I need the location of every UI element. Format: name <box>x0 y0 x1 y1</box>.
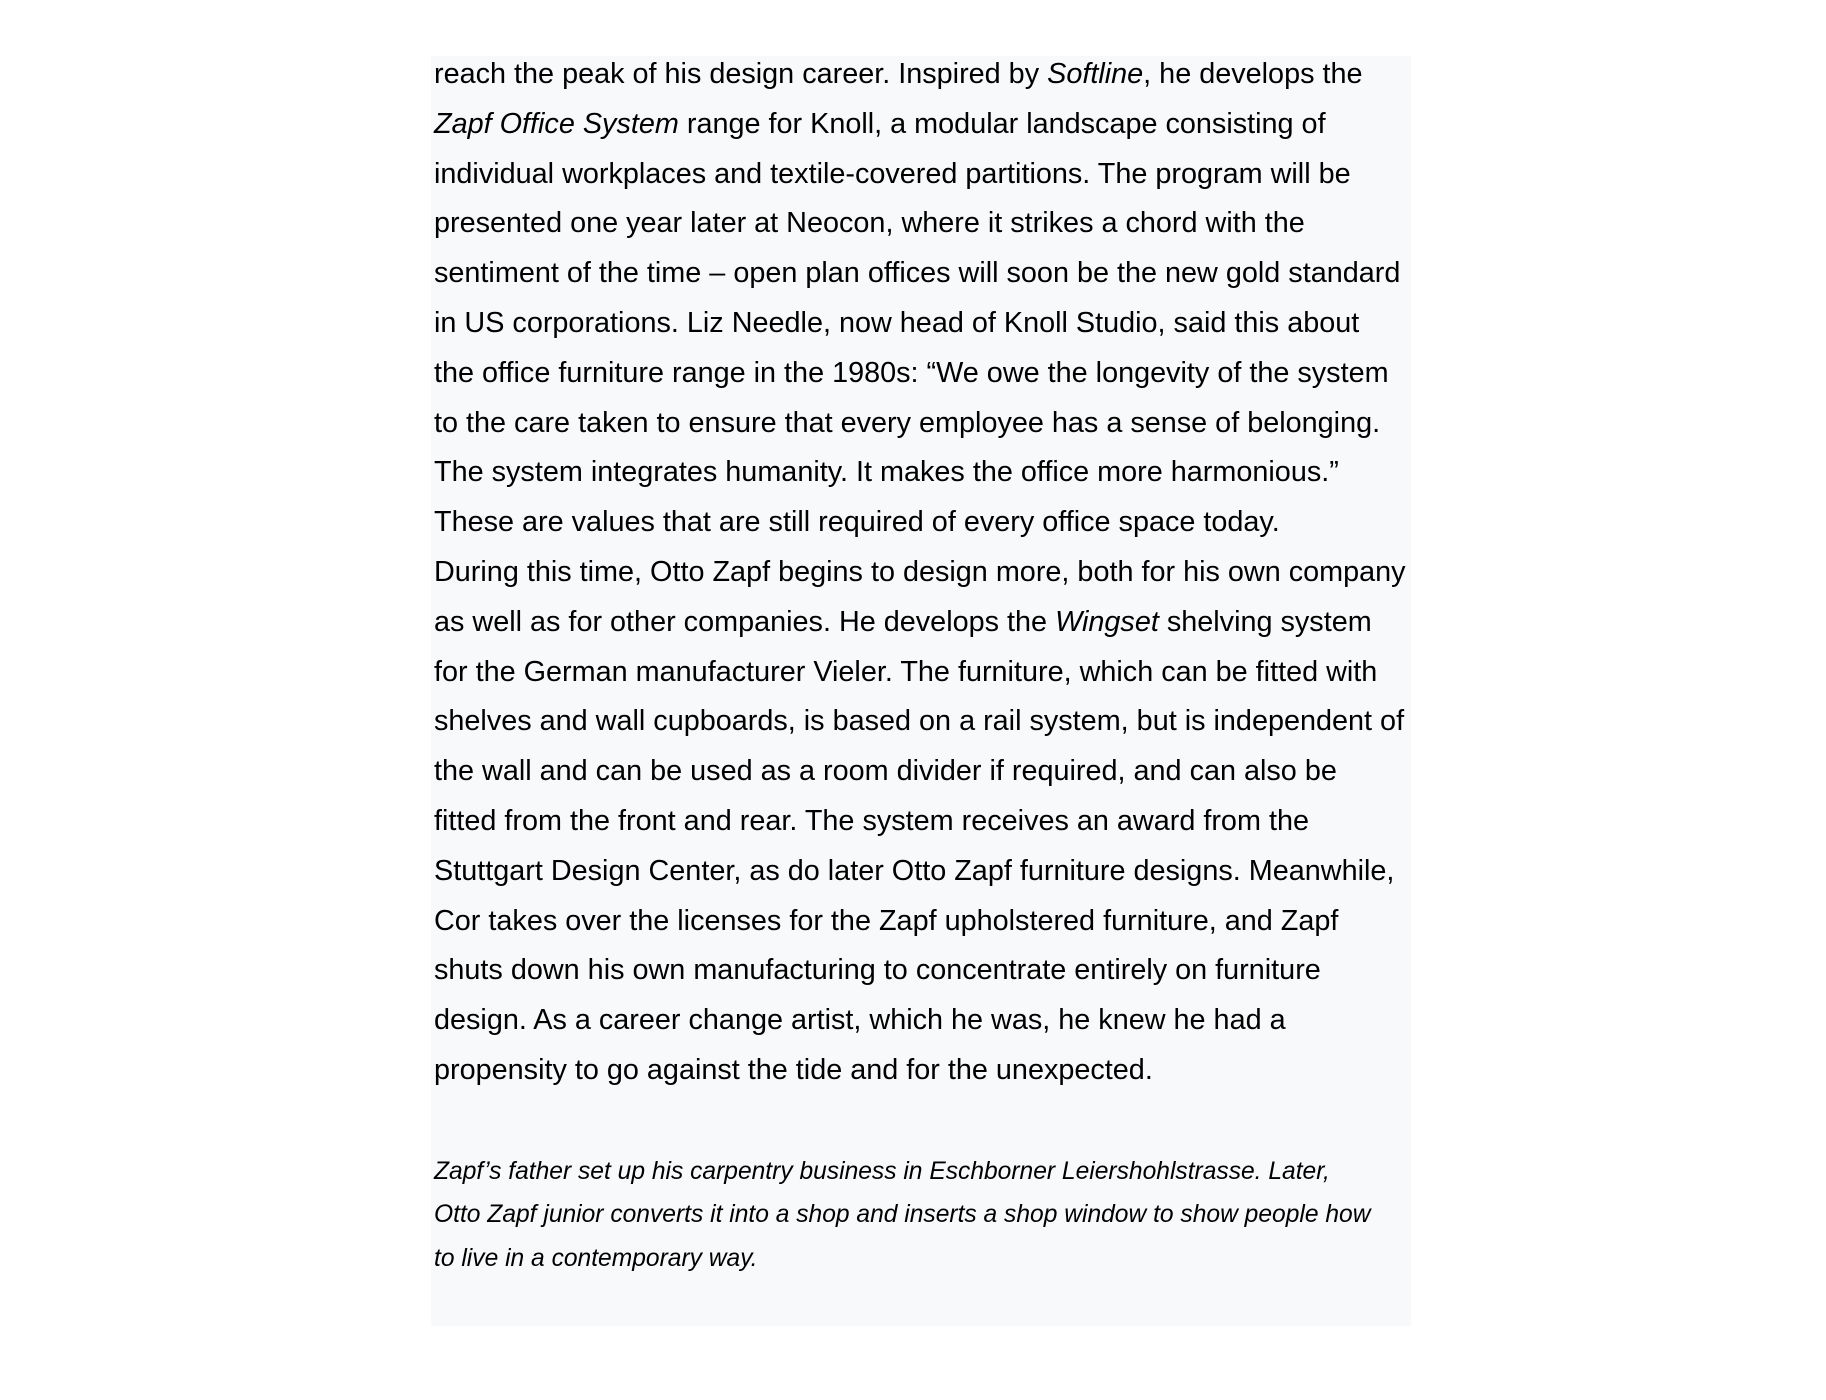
body-line: individual workplaces and textile-covered partitions. The program will be <box>434 157 1351 190</box>
body-line: to the care taken to ensure that every employee has a sense of belonging. <box>434 406 1381 439</box>
body-line: presented one year later at Neocon, where it strikes a chord with the <box>434 207 1305 240</box>
body-line: During this time, Otto Zapf begins to design more, both for his own company <box>434 555 1406 588</box>
body-line: the office furniture range in the 1980s: “We owe the longevity of the system <box>434 356 1389 389</box>
caption-line: Otto Zapf junior converts it into a shop and inserts a shop window to show people how <box>434 1201 1371 1229</box>
body-line: Stuttgart Design Center, as do later Otto Zapf furniture designs. Meanwhile, <box>434 854 1395 887</box>
body-paragraphs <box>434 50 1414 1096</box>
body-line: sentiment of the time – open plan offices will soon be the new gold standard <box>434 257 1401 290</box>
body-line: shelves and wall cupboards, is based on a rail system, but is independent of <box>434 705 1405 738</box>
body-line: The system integrates humanity. It makes the office more harmonious.” <box>434 456 1339 489</box>
article-text <box>434 50 1414 1280</box>
body-line: in US corporations. Liz Needle, now head of Knoll Studio, said this about <box>434 306 1360 339</box>
caption-line: to live in a contemporary way. <box>434 1244 758 1272</box>
body-line: for the German manufacturer Vieler. The furniture, which can be fitted with <box>434 655 1378 688</box>
caption-line: Zapf’s father set up his carpentry business in Eschborner Leiershohlstrasse. Later, <box>434 1157 1330 1185</box>
image-caption <box>434 1150 1414 1281</box>
body-line: propensity to go against the tide and for the unexpected. <box>434 1053 1153 1086</box>
body-line: fitted from the front and rear. The system receives an award from the <box>434 804 1309 837</box>
body-line: design. As a career change artist, which he was, he knew he had a <box>434 1004 1286 1037</box>
body-line: shuts down his own manufacturing to concentrate entirely on furniture <box>434 954 1321 987</box>
body-line: Zapf Office System range for Knoll, a modular landscape consisting of <box>434 107 1326 140</box>
body-line: Cor takes over the licenses for the Zapf upholstered furniture, and Zapf <box>434 904 1339 937</box>
body-line: reach the peak of his design career. Inspired by Softline, he develops the <box>434 58 1363 90</box>
body-line: as well as for other companies. He develops the Wingset shelving system <box>434 605 1372 638</box>
body-line: the wall and can be used as a room divider if required, and can also be <box>434 755 1337 788</box>
body-line: These are values that are still required of every office space today. <box>434 506 1280 539</box>
